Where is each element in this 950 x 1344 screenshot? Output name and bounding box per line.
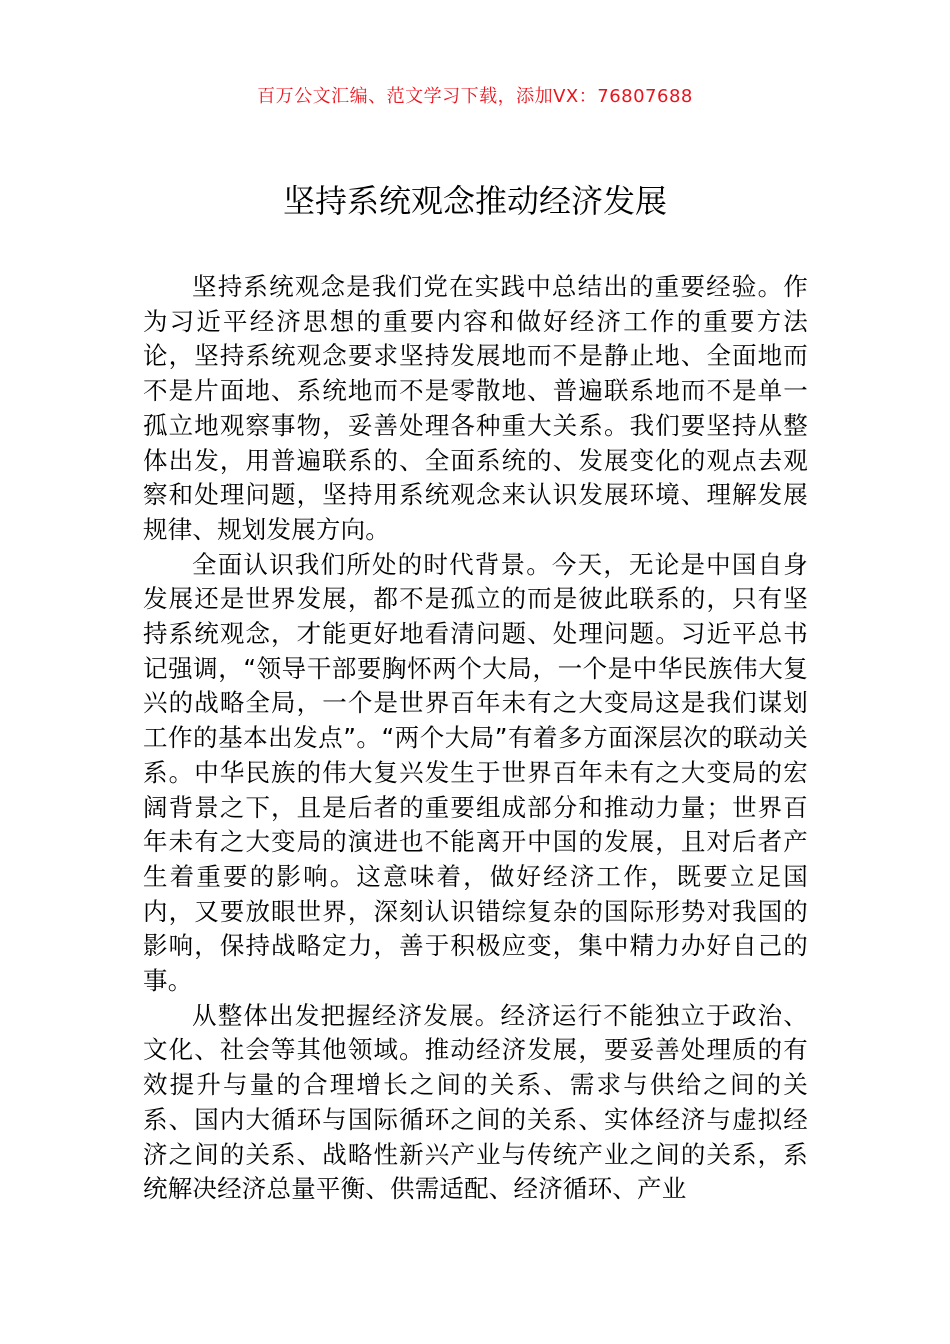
- paragraph: 坚持系统观念是我们党在实践中总结出的重要经验。作为习近平经济思想的重要内容和做好经济工作的重要方法论，坚持系统观念要求坚持发展地而不是静止地、全面地而不是片面地、系统地而不是零散地、普遍联系地而不是单一孤立地观察事物，妥善处理各种重大关系。我们要坚持从整体出发，用普遍联系的、全面系统的、发展变化的观点去观察和处理问题，坚持用系统观念来认识发展环境、理解发展规律、规划发展方向。: [143, 272, 808, 544]
- document-body: [143, 270, 808, 1207]
- paragraph: 从整体出发把握经济发展。经济运行不能独立于政治、文化、社会等其他领域。推动经济发展，要妥善处理质的有效提升与量的合理增长之间的关系、需求与供给之间的关系、国内大循环与国际循环之间的关系、实体经济与虚拟经济之间的关系、战略性新兴产业与传统产业之间的关系，系统解决经济总量平衡、供需适配、经济循环、产业: [143, 1000, 808, 1204]
- paragraph: 全面认识我们所处的时代背景。今天，无论是中国自身发展还是世界发展，都不是孤立的而是彼此联系的，只有坚持系统观念，才能更好地看清问题、处理问题。习近平总书记强调，“领导干部要胸怀两个大局，一个是中华民族伟大复兴的战略全局，一个是世界百年未有之大变局这是我们谋划工作的基本出发点”。“两个大局”有着多方面深层次的联动关系。中华民族的伟大复兴发生于世界百年未有之大变局的宏阔背景之下，且是后者的重要组成部分和推动力量；世界百年未有之大变局的演进也不能离开中国的发展，且对后者产生着重要的影响。这意味着，做好经济工作，既要立足国内，又要放眼世界，深刻认识错综复杂的国际形势对我国的影响，保持战略定力，善于积极应变，集中精力办好自己的事。: [143, 549, 808, 996]
- document-title: 坚持系统观念推动经济发展: [282, 182, 667, 220]
- header-note: 百万公文汇编、范文学习下载，添加VX：76807688: [257, 86, 693, 107]
